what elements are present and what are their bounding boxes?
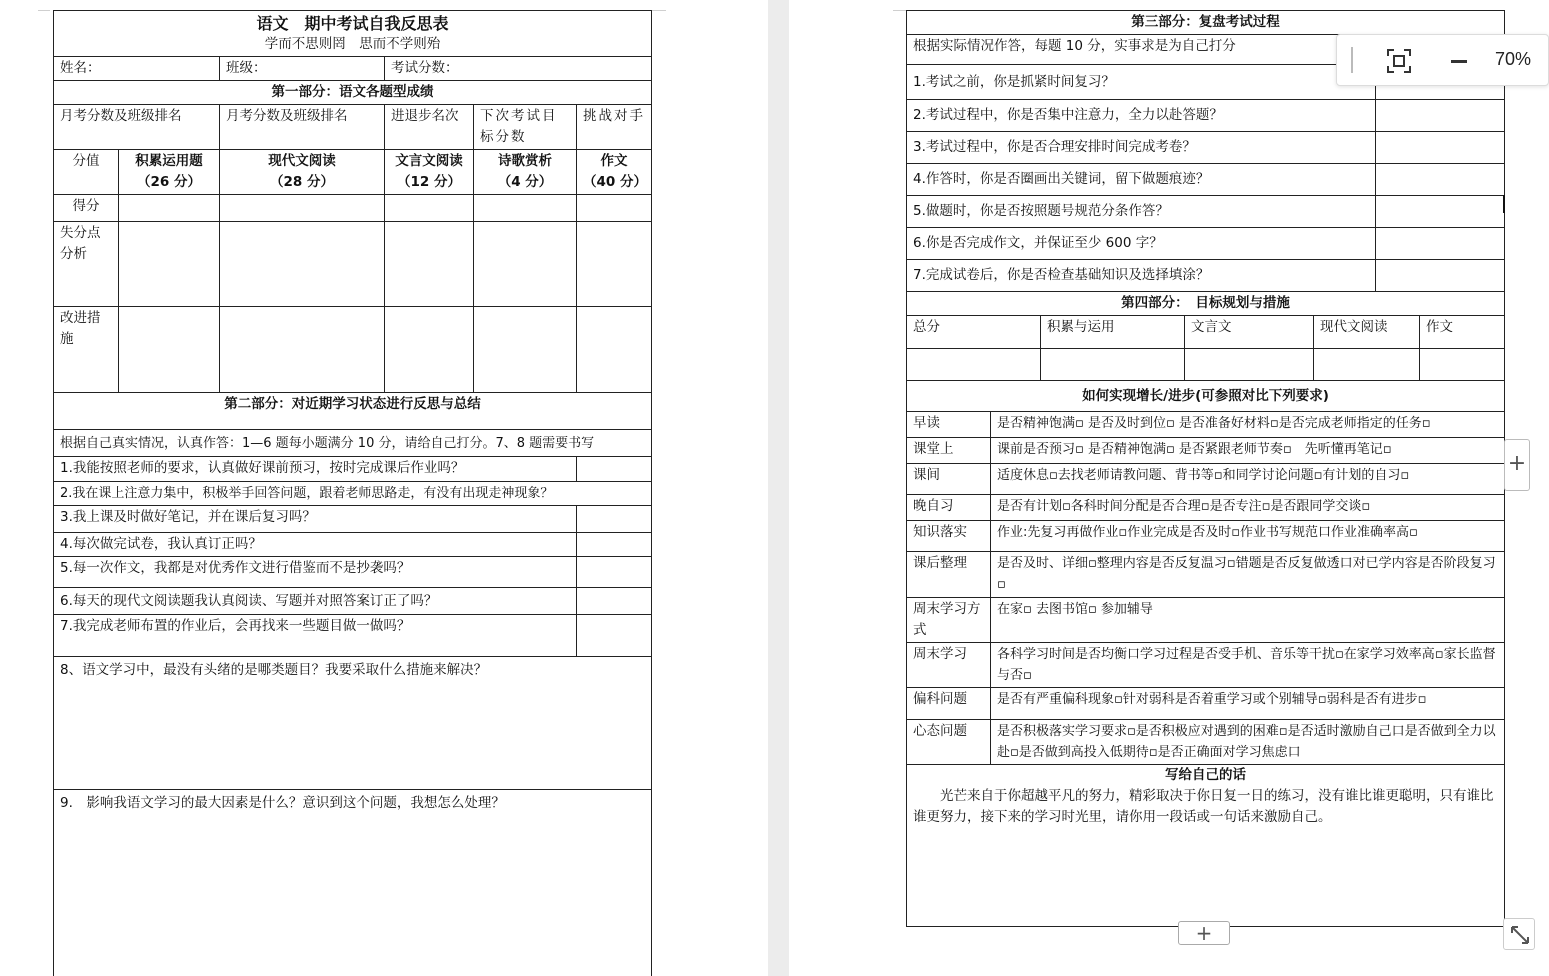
add-page-icon[interactable]: + xyxy=(1178,921,1230,945)
growth-text: 是否积极落实学习要求▫是否积极应对遇到的困难▫是否适时激励自己口是否做到全力以赴▫是否做到高投入低期待▫是否正确面对学习焦虑口 xyxy=(991,720,1505,765)
part3-question: 3.考试过程中，你是否合理安排时间完成考卷？ xyxy=(907,132,1376,164)
type-header-modern-reading: 现代文阅读 （28 分） xyxy=(220,150,385,195)
reflection-table-left xyxy=(53,10,652,976)
expand-icon[interactable] xyxy=(1503,918,1535,950)
answer-cell[interactable] xyxy=(577,506,652,533)
goal-col-header: 作文 xyxy=(1420,316,1505,349)
input-cell[interactable] xyxy=(577,222,652,307)
growth-label: 课堂上 xyxy=(907,438,991,464)
part3-question: 6.你是否完成作文，并保证至少 600 字？ xyxy=(907,228,1376,260)
type-header-accumulation: 积累运用题 （26 分） xyxy=(119,150,220,195)
answer-cell[interactable] xyxy=(577,615,652,657)
input-cell[interactable] xyxy=(385,307,474,393)
score-label: 分值 xyxy=(54,150,119,195)
input-cell[interactable] xyxy=(385,195,474,222)
score-field[interactable]: 考试分数： xyxy=(385,57,652,81)
part4-heading: 第四部分： 目标规划与措施 xyxy=(907,292,1505,316)
part3-instruction: 根据实际情况作答，每题 10 分，实事求是为自己打分 xyxy=(907,35,1505,65)
part2-heading: 第二部分：对近期学习状态进行反思与总结 xyxy=(54,393,652,430)
rank-header: 下次考试目标分数 xyxy=(474,105,577,150)
part2-instruction: 根据自己真实情况，认真作答：1—6 题每小题满分 10 分，请给自己打分。7、8 题需要书写 xyxy=(54,430,652,457)
zoom-toolbar xyxy=(1336,34,1549,86)
growth-label: 课间 xyxy=(907,464,991,495)
page-corner-mark xyxy=(38,10,50,11)
input-cell[interactable] xyxy=(577,307,652,393)
part2-question: 7.我完成老师布置的作业后，会再找来一些题目做一做吗？ xyxy=(54,615,577,657)
input-cell[interactable] xyxy=(220,195,385,222)
part3-question: 7.完成试卷后，你是否检查基础知识及选择填涂？ xyxy=(907,260,1376,292)
type-header-poetry: 诗歌赏析 （4 分） xyxy=(474,150,577,195)
part3-question: 5.做题时，你是否按照题号规范分条作答？ xyxy=(907,196,1376,228)
answer-cell[interactable] xyxy=(1376,260,1505,292)
input-cell[interactable] xyxy=(119,222,220,307)
fit-page-icon[interactable] xyxy=(1385,47,1413,75)
class-field[interactable]: 班级： xyxy=(220,57,385,81)
growth-text: 在家▫ 去图书馆▫ 参加辅导 xyxy=(991,598,1505,643)
part3-question: 4.作答时，你是否圈画出关键词，留下做题痕迹？ xyxy=(907,164,1376,196)
part2-question: 3.我上课及时做好笔记，并在课后复习吗？ xyxy=(54,506,577,533)
part2-question: 1.我能按照老师的要求，认真做好课前预习，按时完成课后作业吗？ xyxy=(54,457,577,482)
growth-label: 偏科问题 xyxy=(907,688,991,720)
answer-cell[interactable] xyxy=(1376,228,1505,260)
answer-cell[interactable] xyxy=(577,533,652,557)
page-corner-mark xyxy=(893,10,907,11)
zoom-level[interactable]: 70% xyxy=(1495,49,1532,69)
growth-label: 知识落实 xyxy=(907,521,991,552)
growth-text: 适度休息▫去找老师请教问题、背书等▫和同学讨论问题▫有计划的自习▫ xyxy=(991,464,1505,495)
letter-cell[interactable] xyxy=(907,765,1505,927)
goal-col-header: 文言文 xyxy=(1185,316,1314,349)
part2-question: 2.我在课上注意力集中，积极举手回答问题，跟着老师思路走，有没有出现走神现象？ xyxy=(54,482,652,506)
part1-heading: 第一部分：语文各题型成绩 xyxy=(54,81,652,105)
goal-col-header: 总分 xyxy=(907,316,1041,349)
input-cell[interactable] xyxy=(1185,349,1314,381)
type-header-essay: 作文 （40 分） xyxy=(577,150,652,195)
text-cursor xyxy=(1503,195,1505,213)
letter-heading: 写给自己的话 xyxy=(1165,767,1247,783)
answer-cell[interactable] xyxy=(577,557,652,588)
part2-question-8[interactable]: 8、语文学习中，最没有头绪的是哪类题目？我要采取什么措施来解决？ xyxy=(54,657,652,790)
part2-question: 5.每一次作文，我都是对优秀作文进行借鉴而不是抄袭吗？ xyxy=(54,557,577,588)
goal-col-header: 现代文阅读 xyxy=(1314,316,1420,349)
rank-header: 月考分数及班级排名 xyxy=(220,105,385,150)
growth-text: 课前是否预习▫ 是否精神饱满▫ 是否紧跟老师节奏▫ 先听懂再笔记▫ xyxy=(991,438,1505,464)
input-cell[interactable] xyxy=(577,195,652,222)
answer-cell[interactable] xyxy=(1376,132,1505,164)
input-cell[interactable] xyxy=(1420,349,1505,381)
growth-text: 作业:先复习再做作业▫作业完成是否及时▫作业书写规范口作业准确率高▫ xyxy=(991,521,1505,552)
part2-question: 6.每天的现代文阅读题我认真阅读、写题并对照答案订正了吗？ xyxy=(54,588,577,615)
growth-text: 是否有计划▫各科时间分配是否合理▫是否专注▫是否跟同学交谈▫ xyxy=(991,495,1505,521)
row-label-improve: 改进措施 xyxy=(54,307,119,393)
form-title-cell xyxy=(54,11,652,57)
row-label-score: 得分 xyxy=(54,195,119,222)
goal-col-header: 积累与运用 xyxy=(1041,316,1185,349)
growth-text: 是否及时、详细▫整理内容是否反复温习▫错题是否反复做透口对已学内容是否阶段复习▫ xyxy=(991,552,1505,598)
rank-header: 月考分数及班级排名 xyxy=(54,105,220,150)
name-field[interactable]: 姓名： xyxy=(54,57,220,81)
input-cell[interactable] xyxy=(119,195,220,222)
answer-cell[interactable] xyxy=(1376,164,1505,196)
answer-cell[interactable] xyxy=(577,588,652,615)
answer-cell[interactable] xyxy=(1376,100,1505,132)
type-header-classical: 文言文阅读 （12 分） xyxy=(385,150,474,195)
growth-label: 早读 xyxy=(907,412,991,438)
form-motto: 学而不思则罔 思而不学则殆 xyxy=(264,36,441,52)
input-cell[interactable] xyxy=(220,307,385,393)
part2-question: 4.每次做完试卷，我认真订正吗？ xyxy=(54,533,577,557)
growth-label: 晚自习 xyxy=(907,495,991,521)
row-label-loss: 失分点分析 xyxy=(54,222,119,307)
rank-header: 进退步名次 xyxy=(385,105,474,150)
growth-label: 课后整理 xyxy=(907,552,991,598)
input-cell[interactable] xyxy=(474,307,577,393)
input-cell[interactable] xyxy=(907,349,1041,381)
reflection-table-right xyxy=(906,10,1505,927)
answer-cell[interactable] xyxy=(577,457,652,482)
part3-question: 2.考试过程中，你是否集中注意力，全力以赴答题？ xyxy=(907,100,1376,132)
growth-label: 周末学习 xyxy=(907,643,991,688)
part3-heading: 第三部分：复盘考试过程 xyxy=(907,11,1505,35)
answer-cell[interactable] xyxy=(1376,196,1505,228)
growth-label: 心态问题 xyxy=(907,720,991,765)
input-cell[interactable] xyxy=(385,222,474,307)
growth-text: 是否精神饱满▫ 是否及时到位▫ 是否准备好材料▫是否完成老师指定的任务▫ xyxy=(991,412,1505,438)
growth-heading: 如何实现增长/进步(可参照对比下列要求) xyxy=(907,381,1505,412)
add-page-icon[interactable]: + xyxy=(1504,439,1530,491)
rank-header: 挑战对手 xyxy=(577,105,652,150)
input-cell[interactable] xyxy=(474,195,577,222)
zoom-out-icon[interactable] xyxy=(1445,47,1473,75)
input-cell[interactable] xyxy=(220,222,385,307)
form-title: 语文 期中考试自我反思表 xyxy=(256,14,449,33)
growth-label: 周末学习方式 xyxy=(907,598,991,643)
letter-text: 光芒来自于你超越平凡的努力，精彩取决于你日复一日的练习，没有谁比谁更聪明，只有谁比谁更努力，接下来的学习时光里，请你用一段话或一句话来激励自己。 xyxy=(913,788,1494,825)
page-corner-mark xyxy=(652,10,666,11)
growth-text: 各科学习时间是否均衡口学习过程是否受手机、音乐等干扰▫在家学习效率高▫家长监督与否▫ xyxy=(991,643,1505,688)
input-cell[interactable] xyxy=(1314,349,1420,381)
input-cell[interactable] xyxy=(1041,349,1185,381)
growth-text: 是否有严重偏科现象▫针对弱科是否着重学习或个别辅导▫弱科是否有进步▫ xyxy=(991,688,1505,720)
toolbar-divider xyxy=(1351,47,1353,73)
input-cell[interactable] xyxy=(474,222,577,307)
part3-question: 1.考试之前，你是抓紧时间复习？ xyxy=(907,65,1376,100)
part2-question-9[interactable]: 9. 影响我语文学习的最大因素是什么？意识到这个问题，我想怎么处理？ xyxy=(54,790,652,976)
input-cell[interactable] xyxy=(119,307,220,393)
